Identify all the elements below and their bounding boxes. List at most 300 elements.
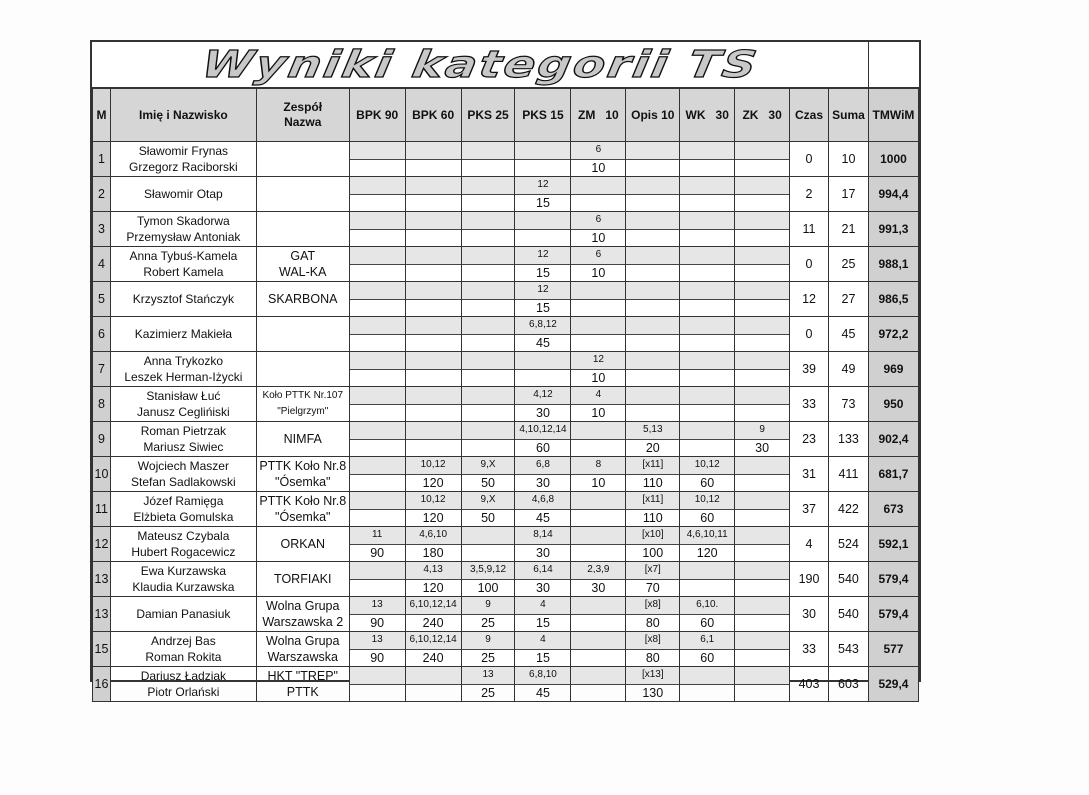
score-cell: [349, 282, 405, 317]
team-line: Wolna Grupa: [266, 598, 340, 613]
czas-cell: 30: [790, 597, 829, 632]
penalty-marks: 6,8: [515, 457, 570, 475]
penalty-points: [350, 300, 405, 317]
place-cell: 12: [93, 527, 111, 562]
tmwim-cell: 988,1: [868, 247, 918, 282]
team-line: NIMFA: [283, 431, 322, 446]
czas-cell: 190: [790, 562, 829, 597]
penalty-points: 25: [481, 685, 495, 700]
score-cell: [626, 632, 680, 667]
penalty-points: [735, 580, 789, 597]
score-cell: [515, 632, 571, 667]
penalty-marks: [626, 317, 679, 335]
participant-name: Mateusz Czybala: [137, 528, 230, 543]
penalty-points: [571, 545, 625, 562]
suma-cell: 10: [828, 142, 868, 177]
penalty-marks: [571, 492, 625, 510]
score-cell: [349, 457, 405, 492]
participants-cell: [110, 352, 256, 387]
penalty-points: [571, 195, 625, 212]
penalty-points: 15: [536, 650, 550, 665]
score-cell: [461, 457, 515, 492]
penalty-points: 120: [422, 580, 444, 595]
participant-name: Józef Ramięga: [143, 493, 224, 508]
suma-cell: 422: [828, 492, 868, 527]
penalty-points: [462, 160, 515, 177]
participant-name: Stanisław Łuć: [146, 388, 221, 403]
penalty-marks: 13: [462, 667, 515, 685]
penalty-marks: [350, 282, 405, 300]
penalty-points: [350, 440, 405, 457]
score-cell: [571, 282, 626, 317]
penalty-marks: 3,5,9,12: [462, 562, 515, 580]
header-score: BPK 90: [349, 89, 405, 142]
penalty-marks: [680, 562, 734, 580]
score-cell: [405, 247, 461, 282]
penalty-points: [462, 545, 515, 562]
table-row: [93, 667, 919, 702]
penalty-points: [350, 370, 405, 387]
score-cell: [626, 387, 680, 422]
penalty-points: 45: [536, 685, 550, 700]
penalty-points: [735, 230, 789, 247]
penalty-points: [462, 300, 515, 317]
score-cell: [349, 527, 405, 562]
participants-cell: [110, 387, 256, 422]
score-cell: [571, 527, 626, 562]
score-cell: [626, 597, 680, 632]
penalty-points: [350, 230, 405, 247]
score-cell: [626, 212, 680, 247]
czas-cell: 0: [790, 142, 829, 177]
penalty-marks: [350, 177, 405, 195]
header-score: ZM 10: [571, 89, 626, 142]
score-cell: [571, 142, 626, 177]
penalty-marks: 13: [350, 632, 405, 650]
penalty-points: [680, 195, 734, 212]
tmwim-cell: 529,4: [868, 667, 918, 702]
tmwim-cell: 1000: [868, 142, 918, 177]
penalty-points: 180: [422, 545, 444, 560]
suma-cell: 540: [828, 597, 868, 632]
penalty-points: [406, 440, 461, 457]
penalty-marks: [x13]: [626, 667, 679, 685]
score-cell: [461, 352, 515, 387]
place-cell: 10: [93, 457, 111, 492]
penalty-marks: 9: [462, 597, 515, 615]
penalty-points: [350, 580, 405, 597]
penalty-points: [626, 230, 679, 247]
penalty-marks: 10,12: [406, 492, 461, 510]
penalty-marks: [735, 527, 789, 545]
score-cell: [626, 527, 680, 562]
penalty-marks: [735, 177, 789, 195]
team-cell: [256, 562, 349, 597]
penalty-marks: [735, 352, 789, 370]
penalty-marks: 9,X: [462, 492, 515, 510]
penalty-marks: 4,13: [406, 562, 461, 580]
score-cell: [349, 387, 405, 422]
score-cell: [680, 597, 735, 632]
penalty-points: 15: [536, 195, 550, 210]
team-line: GAT: [290, 248, 316, 263]
penalty-marks: [x11]: [626, 492, 679, 510]
penalty-marks: [406, 142, 461, 160]
score-cell: [626, 492, 680, 527]
penalty-marks: 10,12: [406, 457, 461, 475]
header-score: BPK 60: [405, 89, 461, 142]
tmwim-cell: 592,1: [868, 527, 918, 562]
penalty-marks: [x7]: [626, 562, 679, 580]
score-cell: [735, 247, 790, 282]
participant-name: Anna Trykozko: [143, 353, 224, 368]
penalty-marks: [350, 387, 405, 405]
team-line: [257, 159, 349, 176]
penalty-points: [571, 335, 625, 352]
score-cell: [461, 527, 515, 562]
score-cell: [405, 562, 461, 597]
score-cell: [349, 177, 405, 212]
table-row: [93, 492, 919, 527]
penalty-marks: [350, 457, 405, 475]
penalty-points: 70: [645, 580, 660, 595]
score-cell: [571, 177, 626, 212]
penalty-marks: [735, 142, 789, 160]
score-cell: [349, 422, 405, 457]
penalty-points: [735, 195, 789, 212]
penalty-points: [406, 370, 461, 387]
score-cell: [680, 422, 735, 457]
score-cell: [405, 282, 461, 317]
participants-cell: [110, 667, 256, 702]
penalty-points: [406, 195, 461, 212]
penalty-marks: [571, 527, 625, 545]
score-cell: [349, 562, 405, 597]
participants-cell: [110, 212, 256, 247]
penalty-points: [571, 685, 625, 702]
penalty-marks: [350, 352, 405, 370]
score-cell: [405, 527, 461, 562]
penalty-marks: [680, 422, 734, 440]
tmwim-cell: 673: [868, 492, 918, 527]
score-cell: [461, 247, 515, 282]
team-cell: [256, 212, 349, 247]
score-cell: [515, 667, 571, 702]
place-cell: 1: [93, 142, 111, 177]
penalty-points: [350, 195, 405, 212]
place-cell: 13: [93, 562, 111, 597]
penalty-points: 60: [700, 615, 715, 630]
penalty-marks: [735, 282, 789, 300]
penalty-marks: 8: [571, 457, 625, 475]
participants-cell: [110, 177, 256, 212]
header-m: M: [93, 89, 111, 142]
penalty-points: [680, 300, 734, 317]
participants-cell: [110, 632, 256, 667]
penalty-marks: [406, 247, 461, 265]
score-cell: [626, 457, 680, 492]
penalty-marks: 6,10,12,14: [406, 632, 461, 650]
penalty-marks: [406, 387, 461, 405]
penalty-marks: 13: [350, 597, 405, 615]
header-score: PKS 25: [461, 89, 515, 142]
participant-name: Mariusz Siwiec: [143, 440, 224, 454]
team-line: [257, 353, 349, 370]
team-cell: [256, 597, 349, 632]
penalty-marks: [626, 387, 679, 405]
penalty-points: 60: [700, 650, 715, 665]
team-line: Koło PTTK Nr.107: [262, 389, 344, 401]
penalty-marks: [735, 667, 789, 685]
score-cell: [680, 317, 735, 352]
score-cell: [680, 247, 735, 282]
penalty-points: 15: [536, 615, 550, 630]
czas-cell: 37: [790, 492, 829, 527]
score-cell: [461, 597, 515, 632]
penalty-points: 90: [370, 545, 385, 560]
results-body: [93, 142, 919, 702]
participant-name: Klaudia Kurzawska: [132, 580, 235, 594]
penalty-points: [571, 440, 625, 457]
header-score: PKS 15: [515, 89, 571, 142]
penalty-marks: [571, 667, 625, 685]
penalty-points: [735, 545, 789, 562]
table-row: [93, 352, 919, 387]
team-cell: [256, 527, 349, 562]
czas-cell: 0: [790, 247, 829, 282]
penalty-points: 10: [591, 475, 606, 490]
penalty-points: [735, 685, 789, 702]
penalty-marks: 4: [571, 387, 625, 405]
table-row: [93, 562, 919, 597]
suma-cell: 73: [828, 387, 868, 422]
penalty-marks: 12: [515, 247, 570, 265]
penalty-points: [680, 335, 734, 352]
score-cell: [515, 352, 571, 387]
score-cell: [515, 492, 571, 527]
suma-cell: 543: [828, 632, 868, 667]
penalty-marks: [462, 177, 515, 195]
penalty-marks: [735, 212, 789, 230]
penalty-marks: [680, 387, 734, 405]
header-suma: Suma: [828, 89, 868, 142]
suma-cell: 540: [828, 562, 868, 597]
score-cell: [405, 142, 461, 177]
participant-name: Sławomir Frynas: [138, 143, 229, 158]
penalty-points: [406, 230, 461, 247]
header-score: Opis 10: [626, 89, 680, 142]
suma-cell: 49: [828, 352, 868, 387]
score-cell: [571, 562, 626, 597]
table-row: [93, 317, 919, 352]
penalty-points: 90: [370, 650, 385, 665]
penalty-points: [735, 160, 789, 177]
tmwim-cell: 986,5: [868, 282, 918, 317]
score-cell: [405, 597, 461, 632]
score-cell: [461, 317, 515, 352]
penalty-marks: [350, 422, 405, 440]
penalty-points: [735, 475, 789, 492]
team-line: [257, 326, 349, 343]
penalty-marks: 4: [515, 632, 570, 650]
participants-cell: [110, 142, 256, 177]
team-line: [257, 369, 349, 386]
team-line: Warszawska: [267, 650, 338, 664]
penalty-marks: [515, 352, 570, 370]
penalty-points: 45: [536, 510, 550, 525]
penalty-points: 30: [536, 545, 550, 560]
penalty-points: [626, 335, 679, 352]
score-cell: [680, 282, 735, 317]
score-cell: [626, 562, 680, 597]
table-row: [93, 247, 919, 282]
score-cell: [735, 212, 790, 247]
score-cell: [735, 562, 790, 597]
penalty-marks: 6,1: [680, 632, 734, 650]
penalty-marks: 4: [515, 597, 570, 615]
penalty-points: 45: [536, 335, 550, 350]
score-cell: [626, 317, 680, 352]
table-row: [93, 632, 919, 667]
penalty-marks: [571, 422, 625, 440]
header-tmwim: TMWiM: [868, 89, 918, 142]
participant-name: Dariusz Ładziak: [140, 668, 227, 683]
place-cell: 5: [93, 282, 111, 317]
penalty-marks: [406, 212, 461, 230]
penalty-points: 100: [642, 545, 664, 560]
header-czas: Czas: [790, 89, 829, 142]
team-cell: [256, 667, 349, 702]
penalty-marks: [626, 247, 679, 265]
score-cell: [515, 527, 571, 562]
penalty-marks: [462, 142, 515, 160]
score-cell: [461, 632, 515, 667]
penalty-marks: [350, 142, 405, 160]
participants-cell: [110, 562, 256, 597]
team-cell: [256, 282, 349, 317]
suma-cell: 524: [828, 527, 868, 562]
penalty-marks: [462, 387, 515, 405]
score-cell: [735, 317, 790, 352]
penalty-marks: [350, 247, 405, 265]
team-cell: [256, 317, 349, 352]
score-cell: [735, 422, 790, 457]
participant-name: Wojciech Maszer: [137, 458, 229, 473]
penalty-points: [626, 370, 679, 387]
tmwim-cell: 969: [868, 352, 918, 387]
participant-name: Roman Rokita: [145, 650, 222, 664]
penalty-points: [350, 335, 405, 352]
penalty-marks: [680, 212, 734, 230]
penalty-points: [680, 370, 734, 387]
penalty-points: [406, 265, 461, 282]
score-cell: [571, 492, 626, 527]
penalty-points: [680, 685, 734, 702]
penalty-points: [406, 405, 461, 422]
penalty-points: [735, 405, 789, 422]
penalty-marks: [571, 177, 625, 195]
penalty-marks: 4,6,8: [515, 492, 570, 510]
score-cell: [680, 527, 735, 562]
penalty-points: [406, 685, 461, 702]
tmwim-cell: 579,4: [868, 562, 918, 597]
penalty-marks: [735, 387, 789, 405]
suma-cell: 27: [828, 282, 868, 317]
penalty-marks: [626, 212, 679, 230]
penalty-points: 90: [370, 615, 385, 630]
penalty-points: [462, 335, 515, 352]
penalty-marks: 6,14: [515, 562, 570, 580]
participants-cell: [110, 247, 256, 282]
score-cell: [349, 492, 405, 527]
header-score: ZK 30: [735, 89, 790, 142]
penalty-points: [515, 370, 570, 387]
penalty-marks: [462, 527, 515, 545]
score-cell: [349, 667, 405, 702]
tmwim-cell: 991,3: [868, 212, 918, 247]
team-line: HKT "TREP": [267, 668, 338, 683]
score-cell: [680, 457, 735, 492]
score-cell: [571, 422, 626, 457]
score-cell: [405, 667, 461, 702]
score-cell: [680, 667, 735, 702]
penalty-points: [462, 370, 515, 387]
team-line: PTTK: [286, 685, 319, 699]
penalty-marks: 4,6,10,11: [680, 527, 734, 545]
score-cell: [735, 632, 790, 667]
score-cell: [461, 177, 515, 212]
score-cell: [571, 667, 626, 702]
header-score: WK 30: [680, 89, 735, 142]
score-cell: [626, 247, 680, 282]
score-cell: [735, 352, 790, 387]
penalty-points: 80: [645, 650, 660, 665]
penalty-marks: [462, 247, 515, 265]
score-cell: [461, 282, 515, 317]
score-cell: [515, 317, 571, 352]
penalty-marks: 4,12: [515, 387, 570, 405]
czas-cell: 4: [790, 527, 829, 562]
penalty-points: [350, 475, 405, 492]
team-line: Wolna Grupa: [266, 633, 340, 648]
score-cell: [571, 212, 626, 247]
table-row: [93, 282, 919, 317]
score-cell: [680, 142, 735, 177]
penalty-points: [571, 650, 625, 667]
score-cell: [349, 632, 405, 667]
penalty-points: 110: [642, 510, 663, 525]
team-line: PTTK Koło Nr.8: [259, 493, 347, 508]
suma-cell: 21: [828, 212, 868, 247]
team-line: ORKAN: [280, 536, 325, 551]
score-cell: [571, 387, 626, 422]
team-line: Warszawska 2: [262, 615, 344, 629]
penalty-marks: [680, 177, 734, 195]
penalty-points: 10: [591, 160, 606, 175]
score-cell: [735, 457, 790, 492]
penalty-points: [462, 230, 515, 247]
suma-cell: 17: [828, 177, 868, 212]
score-cell: [735, 177, 790, 212]
penalty-points: 25: [481, 615, 495, 630]
team-line: [257, 213, 349, 230]
penalty-marks: 4,10,12,14: [515, 422, 570, 440]
team-cell: [256, 177, 349, 212]
team-cell: [256, 492, 349, 527]
suma-cell: 25: [828, 247, 868, 282]
penalty-points: [735, 300, 789, 317]
score-cell: [680, 632, 735, 667]
